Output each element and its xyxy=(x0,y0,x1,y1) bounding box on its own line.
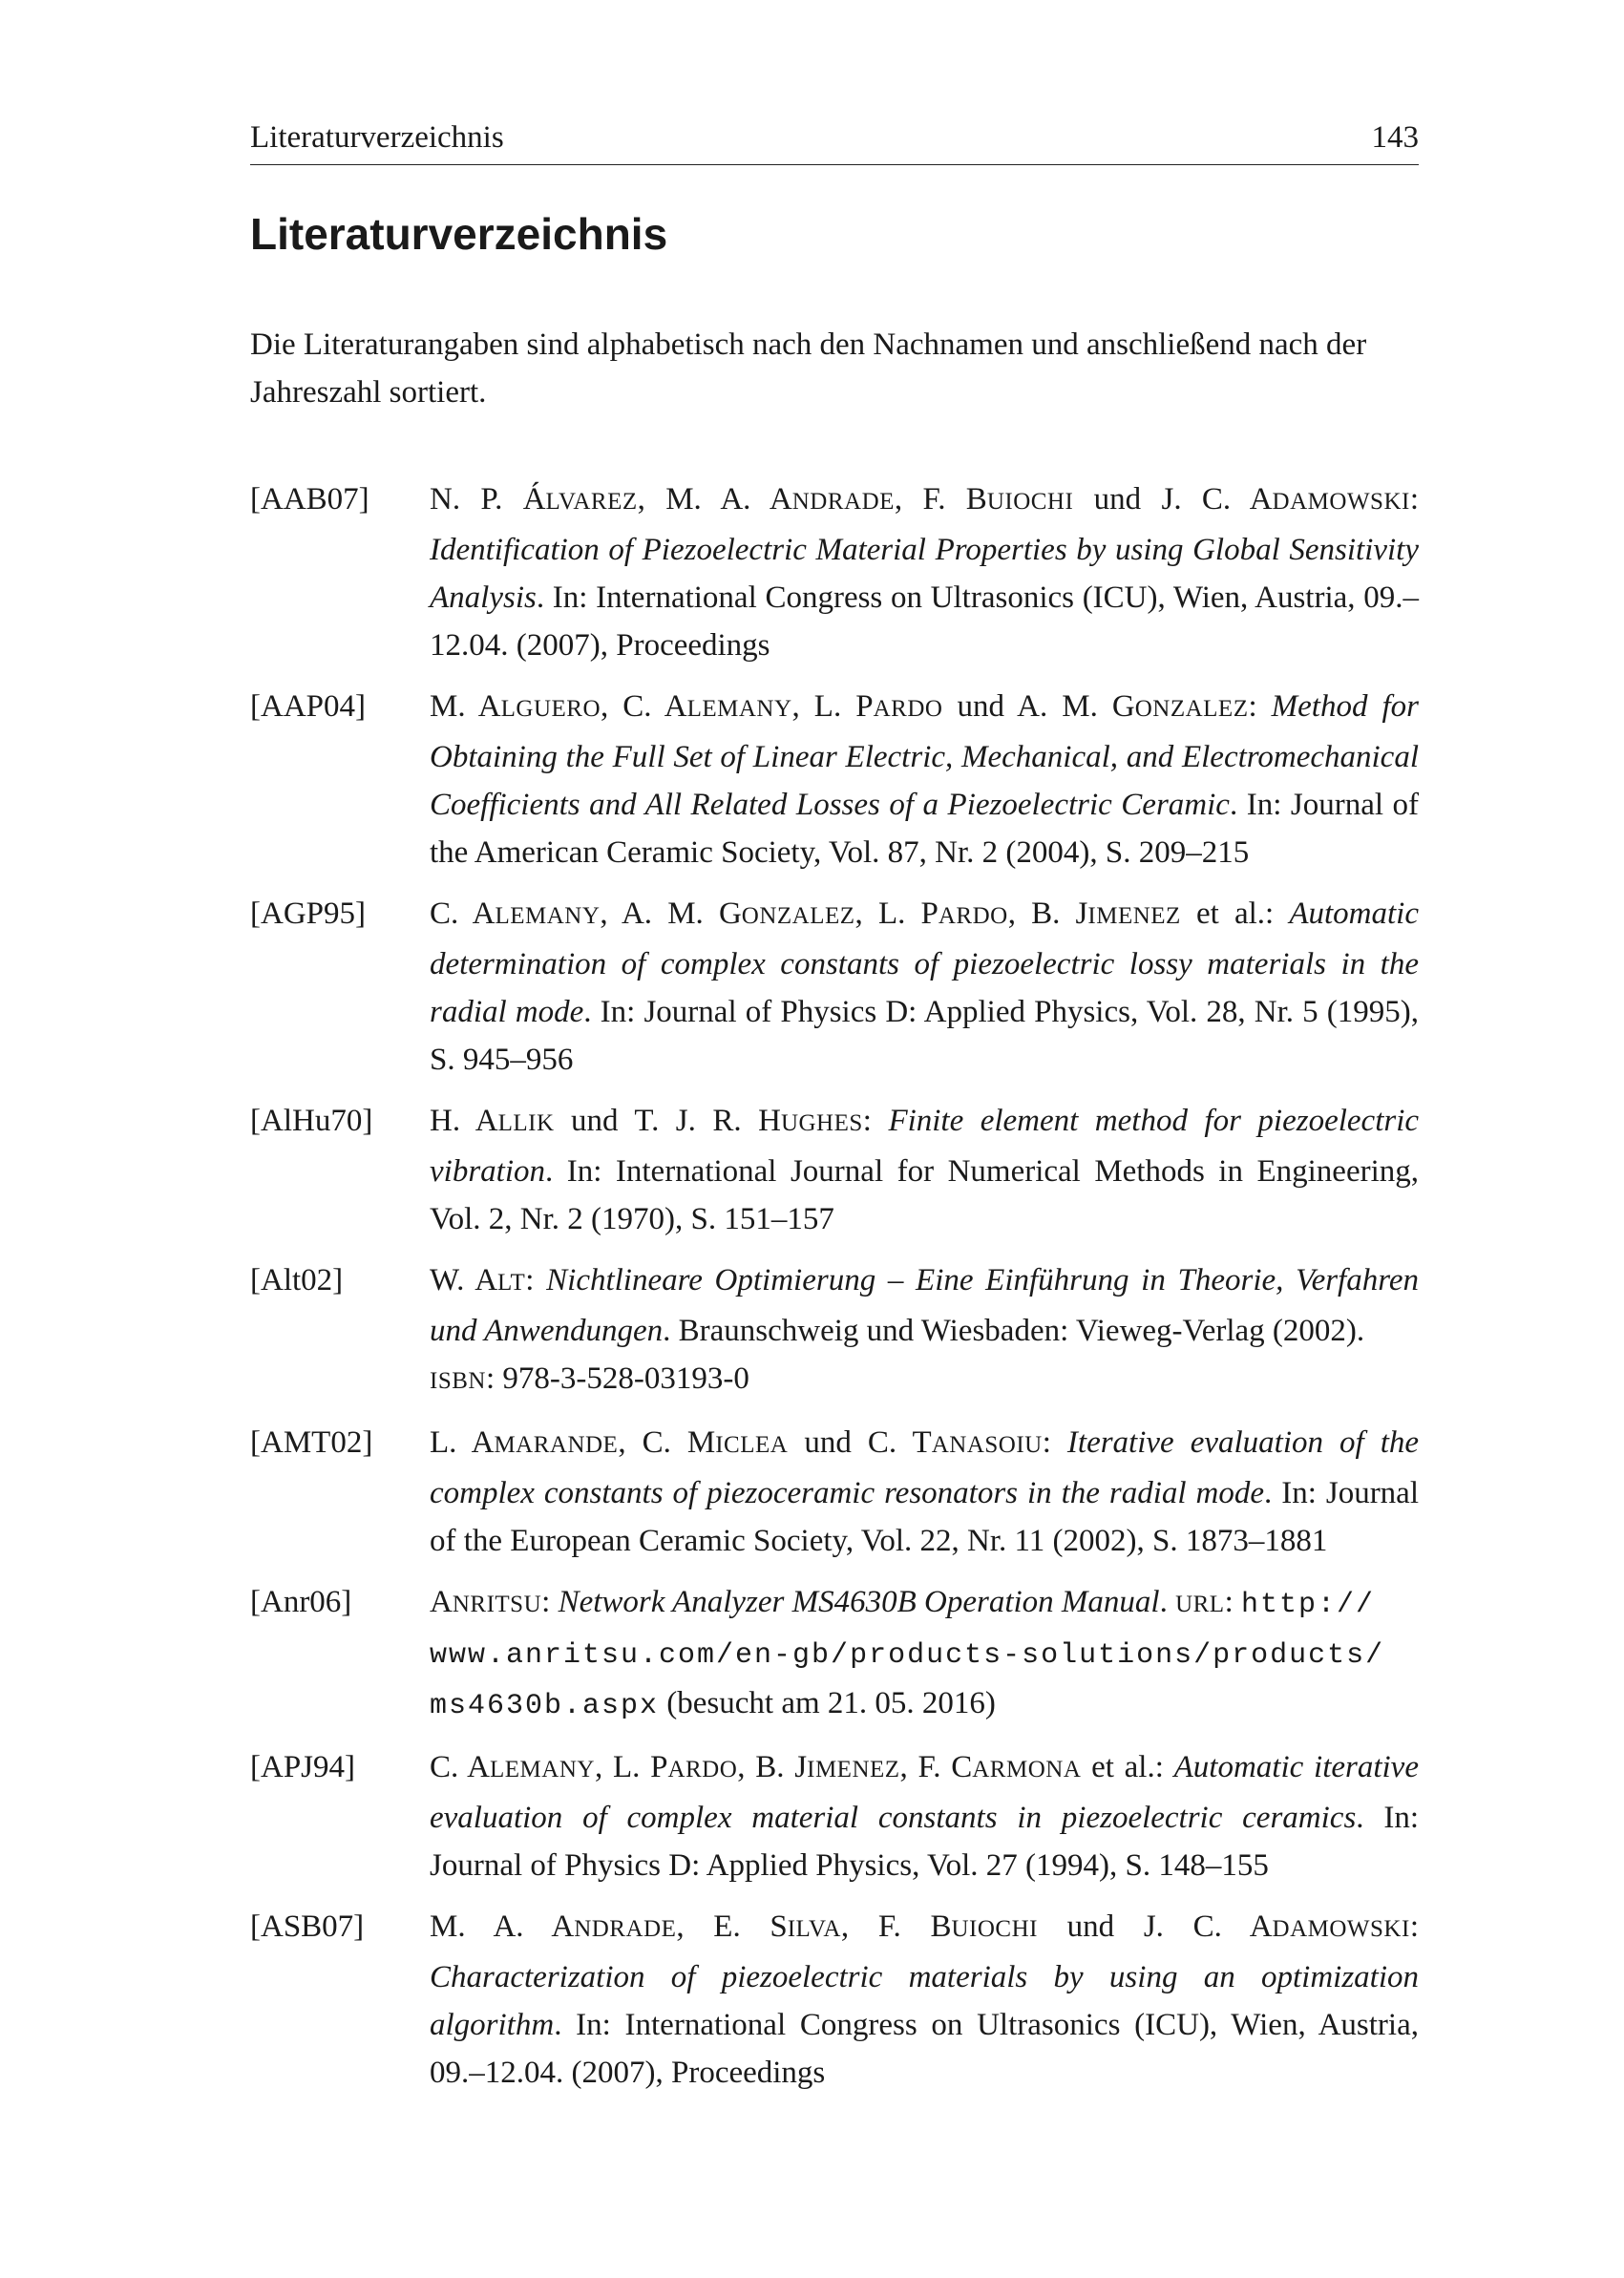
author-initial: M. A. A xyxy=(430,1909,575,1944)
bib-entry-anr06 xyxy=(250,1578,1419,1730)
author-initial: N. P. Á xyxy=(430,482,546,517)
author-surname: IMENEZ xyxy=(1087,903,1181,929)
bib-entry-body xyxy=(430,1097,1419,1243)
publication-details: . xyxy=(1159,1585,1176,1619)
author-separator: et al.: xyxy=(1081,1750,1174,1784)
author-separator: , B. J xyxy=(737,1750,808,1784)
author-separator: , C. A xyxy=(601,689,687,724)
author-surname: NDRADE xyxy=(791,489,895,515)
publication-title: Nichtlineare Optimierung – Eine Einführung in Theorie, Verfahren und Anwendungen xyxy=(430,1263,1419,1348)
bib-entry-body xyxy=(430,890,1419,1084)
author-surname: LGUERO xyxy=(500,696,601,722)
bib-entry-alt02 xyxy=(250,1256,1419,1405)
citation-key: [AAB07] xyxy=(250,482,369,517)
citation-key: [AGP95] xyxy=(250,896,366,931)
citation-key: [ASB07] xyxy=(250,1909,365,1944)
author-surname: ILVA xyxy=(787,1916,841,1942)
author-separator: : xyxy=(525,1263,547,1297)
author-separator: : xyxy=(541,1585,559,1619)
author-separator: , F. B xyxy=(894,482,987,517)
author-surname: UGHES xyxy=(780,1110,863,1136)
publication-title: Automatic iterative evaluation of complex material constants in piezoelectric ceramics xyxy=(430,1750,1419,1835)
author-separator: , C. M xyxy=(618,1425,716,1460)
author-separator: und C. T xyxy=(788,1425,932,1460)
url-link-part[interactable]: www.anritsu.com/en-gb/products-solutions/products/ xyxy=(430,1639,1385,1672)
citation-key: [Anr06] xyxy=(250,1585,352,1619)
author-surname: ONZALEZ xyxy=(1134,696,1249,722)
bib-entry-aab07 xyxy=(250,475,1419,669)
author-surname: LEMANY xyxy=(686,696,792,722)
bib-entry-body xyxy=(430,1578,1419,1730)
author-surname: LEMANY xyxy=(490,1757,595,1782)
author-separator: und J. C. A xyxy=(1073,482,1273,517)
author-surname: IMENEZ xyxy=(807,1757,900,1782)
publication-details: . In: International Congress on Ultrasonics (ICU), Wien, Austria, 09.–12.04. (2007), Proceedings xyxy=(430,580,1419,663)
publication-details: . In: Journal of the European Ceramic Society, Vol. 22, Nr. 11 (2002), S. 1873–1881 xyxy=(430,1476,1419,1558)
publication-details: . Braunschweig und Wiesbaden: Vieweg-Verlag (2002). xyxy=(663,1314,1365,1348)
bib-entry-body xyxy=(430,1903,1419,2097)
chapter-title: Literaturverzeichnis xyxy=(250,209,668,259)
citation-key: [APJ94] xyxy=(250,1750,356,1784)
author-initial: H. A xyxy=(430,1104,498,1138)
author-separator: : xyxy=(1409,482,1419,517)
publication-title: Method for Obtaining the Full Set of Linear Electric, Mechanical, and Electromechanical Coefficients and All Related Losses of a Piezoelectric Ceramic xyxy=(430,689,1420,822)
author-initial: C. A xyxy=(430,1750,491,1784)
citation-key: [AAP04] xyxy=(250,689,366,724)
publication-details: . In: Journal of Physics D: Applied Physics, Vol. 28, Nr. 5 (1995), S. 945–956 xyxy=(430,995,1419,1077)
url-link-part[interactable]: ms4630b.aspx xyxy=(430,1690,660,1722)
author-initial: L. A xyxy=(430,1425,495,1460)
author-separator: und J. C. A xyxy=(1037,1909,1273,1944)
publication-details: . In: International Journal for Numerical Methods in Engineering, Vol. 2, Nr. 2 (1970), S. 151–157 xyxy=(430,1154,1419,1236)
bib-entry-body xyxy=(430,1743,1419,1889)
bib-entry-aap04 xyxy=(250,683,1419,876)
author-surname: LT xyxy=(497,1270,526,1296)
bib-entry-asb07 xyxy=(250,1903,1419,2097)
bibliography-list xyxy=(250,475,1419,2110)
publication-title: Iterative evaluation of the complex constants of piezoceramic resonators in the radial mode xyxy=(430,1425,1420,1510)
author-separator: , L. P xyxy=(594,1750,668,1784)
author-separator: , M. A. A xyxy=(637,482,792,517)
author-surname: NRITSU xyxy=(452,1592,542,1617)
publication-details: . In: Journal of Physics D: Applied Physics, Vol. 27 (1994), S. 148–155 xyxy=(430,1801,1419,1883)
author-initial: A xyxy=(430,1585,453,1619)
citation-key: [AMT02] xyxy=(250,1425,373,1460)
publication-details: . In: Journal of the American Ceramic Society, Vol. 87, Nr. 2 (2004), S. 209–215 xyxy=(430,788,1420,870)
author-surname: LLIK xyxy=(497,1110,555,1136)
bib-entry-amt02 xyxy=(250,1419,1419,1565)
author-surname: ARDO xyxy=(873,696,943,722)
bib-entry-agp95 xyxy=(250,890,1419,1084)
author-separator: : xyxy=(1042,1425,1067,1460)
running-header xyxy=(250,118,1419,165)
bib-entry-body xyxy=(430,1419,1419,1565)
author-surname: NDRADE xyxy=(574,1916,677,1942)
intro-paragraph: Die Literaturangaben sind alphabetisch nach den Nachnamen und anschließend nach der Jahreszahl sortiert. xyxy=(250,327,1367,410)
author-surname: UIOCHI xyxy=(951,1916,1038,1942)
publication-details: . In: International Congress on Ultrasonics (ICU), Wien, Austria, 09.–12.04. (2007), Proceedings xyxy=(430,2008,1419,2090)
bib-entry-alhu70 xyxy=(250,1097,1419,1243)
running-header-section: Literaturverzeichnis xyxy=(250,120,504,155)
isbn-value: : 978-3-528-03193-0 xyxy=(485,1361,749,1396)
author-separator: , F. B xyxy=(840,1909,952,1944)
author-surname: DAMOWSKI xyxy=(1272,1916,1410,1942)
author-surname: LVAREZ xyxy=(545,489,638,515)
citation-key: [Alt02] xyxy=(250,1263,344,1297)
bib-entry-body xyxy=(430,475,1419,669)
author-separator: , F. C xyxy=(899,1750,973,1784)
author-initial: C. A xyxy=(430,896,496,931)
author-separator: , A. M. G xyxy=(600,896,742,931)
author-surname: ARDO xyxy=(938,903,1008,929)
url-label: URL xyxy=(1175,1592,1225,1617)
author-initial: W. A xyxy=(430,1263,498,1297)
visited-date: (besucht am 21. 05. 2016) xyxy=(659,1686,996,1720)
author-separator: : xyxy=(1409,1909,1419,1944)
author-surname: ICLEA xyxy=(715,1432,789,1458)
publication-title: Network Analyzer MS4630B Operation Manual xyxy=(558,1585,1160,1619)
author-separator: : xyxy=(862,1104,889,1138)
author-surname: MARANDE xyxy=(494,1432,619,1458)
publication-title: Characterization of piezoelectric materials by using an optimization algorithm xyxy=(430,1960,1419,2042)
author-separator: , L. P xyxy=(854,896,939,931)
author-surname: ARDO xyxy=(667,1757,738,1782)
author-initial: M. A xyxy=(430,689,501,724)
citation-key: [AlHu70] xyxy=(250,1104,373,1138)
author-surname: ARMONA xyxy=(972,1757,1082,1782)
author-surname: ONZALEZ xyxy=(741,903,855,929)
publication-title: Automatic determination of complex constants of piezoelectric lossy materials in the radial mode xyxy=(430,896,1419,1029)
author-surname: DAMOWSKI xyxy=(1272,489,1410,515)
publication-title: Identification of Piezoelectric Material Properties by using Global Sensitivity Analysis xyxy=(430,533,1419,615)
page-number: 143 xyxy=(1371,120,1419,155)
publication-title: Finite element method for piezoelectric vibration xyxy=(430,1104,1420,1189)
author-separator: , B. J xyxy=(1007,896,1088,931)
author-separator: und A. M. G xyxy=(942,689,1135,724)
url-link-part[interactable]: http:// xyxy=(1240,1589,1376,1621)
author-surname: LEMANY xyxy=(495,903,601,929)
author-separator: , E. S xyxy=(676,1909,788,1944)
author-surname: UIOCHI xyxy=(986,489,1074,515)
bib-entry-body xyxy=(430,1256,1419,1405)
author-separator: : xyxy=(1248,689,1272,724)
author-separator: und T. J. R. H xyxy=(554,1104,781,1138)
bib-entry-body xyxy=(430,683,1419,876)
url-colon: : xyxy=(1224,1585,1241,1619)
isbn-label: ISBN xyxy=(430,1368,486,1394)
author-separator: et al.: xyxy=(1180,896,1290,931)
bib-entry-apj94 xyxy=(250,1743,1419,1889)
author-surname: ANASOIU xyxy=(931,1432,1043,1458)
author-separator: , L. P xyxy=(791,689,874,724)
